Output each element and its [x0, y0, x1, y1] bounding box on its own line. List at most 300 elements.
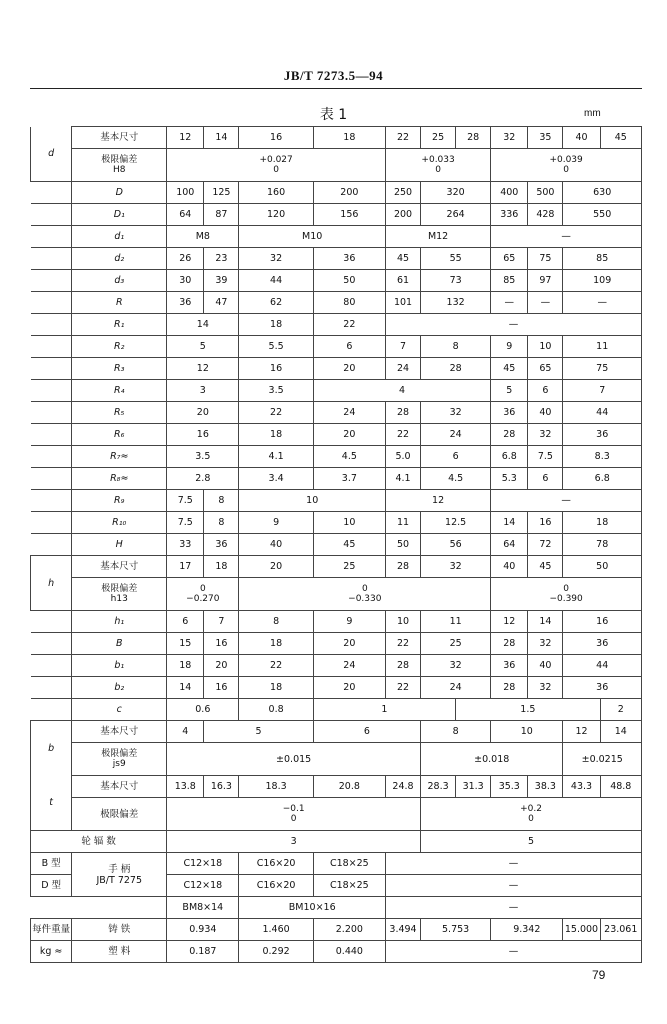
cell: 65	[491, 248, 528, 270]
cell: 4.1	[239, 446, 313, 468]
cell: 3.5	[239, 380, 313, 402]
cell: 4.5	[421, 468, 491, 490]
table-row	[31, 182, 642, 204]
cell: 4.1	[385, 468, 420, 490]
cell: 36	[204, 534, 239, 556]
cell: C16×20	[239, 853, 313, 875]
cell: 400	[491, 182, 528, 204]
cell: 250	[385, 182, 420, 204]
cell: 0.292	[239, 941, 313, 963]
row-label: B 型	[31, 853, 72, 875]
cell: 16	[239, 127, 313, 149]
cell: 50	[563, 556, 642, 578]
cell: 24	[385, 358, 420, 380]
row-label: kg ≈	[31, 941, 72, 963]
cell: 75	[528, 248, 563, 270]
cell: 8	[204, 490, 239, 512]
cell: C12×18	[167, 875, 239, 897]
cell: 156	[313, 204, 385, 226]
row-label: R₁	[72, 314, 167, 336]
cell: BM10×16	[239, 897, 386, 919]
table-row	[31, 556, 642, 578]
cell: 40	[239, 534, 313, 556]
row-label: R₅	[72, 402, 167, 424]
cell: 28	[491, 633, 528, 655]
cell: 28	[385, 556, 420, 578]
table-row	[31, 853, 642, 875]
row-label: 极限偏差 h13	[72, 578, 167, 611]
cell: 5	[491, 380, 528, 402]
group-label-d: d	[31, 127, 72, 182]
table-row	[31, 424, 642, 446]
cell: 16	[239, 358, 313, 380]
cell: 14	[528, 611, 563, 633]
cell: 4.5	[313, 446, 385, 468]
cell: 61	[385, 270, 420, 292]
cell: 320	[421, 182, 491, 204]
table-row	[31, 798, 642, 831]
cell: 5.5	[239, 336, 313, 358]
cell: 5.753	[421, 919, 491, 941]
cell: 45	[528, 556, 563, 578]
cell: 0 −0.270	[167, 578, 239, 611]
table-row	[31, 699, 642, 721]
cell: —	[385, 897, 641, 919]
row-label: 基本尺寸	[72, 721, 167, 743]
cell: 80	[313, 292, 385, 314]
cell: 2	[600, 699, 641, 721]
cell: 56	[421, 534, 491, 556]
row-label: R	[72, 292, 167, 314]
cell: 32	[528, 424, 563, 446]
cell: 50	[385, 534, 420, 556]
cell: 9	[491, 336, 528, 358]
cell: 12.5	[421, 512, 491, 534]
cell: 1	[313, 699, 455, 721]
cell: 36	[491, 655, 528, 677]
cell: 44	[239, 270, 313, 292]
cell: 38.3	[528, 776, 563, 798]
cell: 20	[239, 556, 313, 578]
cell: 32	[421, 655, 491, 677]
cell: 40	[528, 402, 563, 424]
cell: 18	[239, 424, 313, 446]
cell: 3.4	[239, 468, 313, 490]
cell: 8	[239, 611, 313, 633]
cell: 18.3	[239, 776, 313, 798]
cell: 25	[313, 556, 385, 578]
cell: 18	[239, 314, 313, 336]
cell: —	[491, 490, 642, 512]
cell: 36	[563, 677, 642, 699]
row-label: R₄	[72, 380, 167, 402]
cell: —	[491, 226, 642, 248]
cell: —	[563, 292, 642, 314]
cell: 101	[385, 292, 420, 314]
cell: 17	[167, 556, 204, 578]
cell: 8.3	[563, 446, 642, 468]
row-label: R₂	[72, 336, 167, 358]
cell: 12	[167, 358, 239, 380]
cell: 14	[167, 314, 239, 336]
cell: +0.027 0	[167, 149, 386, 182]
table-row	[31, 941, 642, 963]
cell: 11	[421, 611, 491, 633]
cell: M8	[167, 226, 239, 248]
table-row	[31, 402, 642, 424]
cell: 78	[563, 534, 642, 556]
cell: 14	[167, 677, 204, 699]
cell: 62	[239, 292, 313, 314]
cell: 25	[421, 633, 491, 655]
row-label: B	[72, 633, 167, 655]
table-row	[31, 314, 642, 336]
cell: 75	[563, 358, 642, 380]
cell: 200	[313, 182, 385, 204]
cell: —	[385, 875, 641, 897]
cell: 8	[204, 512, 239, 534]
cell: 48.8	[600, 776, 641, 798]
row-label: d₁	[72, 226, 167, 248]
table-row	[31, 248, 642, 270]
row-label: 极限偏差 js9	[72, 743, 167, 776]
cell: 85	[563, 248, 642, 270]
cell: 85	[491, 270, 528, 292]
cell: 40	[491, 556, 528, 578]
cell: ±0.0215	[563, 743, 642, 776]
cell: 125	[204, 182, 239, 204]
row-label: H	[72, 534, 167, 556]
cell: 10	[491, 721, 563, 743]
cell: 18	[167, 655, 204, 677]
cell: 24	[421, 677, 491, 699]
cell: 5	[421, 831, 642, 853]
cell: 28	[456, 127, 491, 149]
cell: 3	[167, 831, 421, 853]
cell: 87	[204, 204, 239, 226]
cell: 65	[528, 358, 563, 380]
row-label: 每件重量	[31, 919, 72, 941]
cell: 45	[385, 248, 420, 270]
cell: 6	[421, 446, 491, 468]
cell: 109	[563, 270, 642, 292]
cell: 24	[421, 424, 491, 446]
row-label: d₂	[72, 248, 167, 270]
cell: 18	[563, 512, 642, 534]
cell: 24	[313, 402, 385, 424]
cell: 11	[385, 512, 420, 534]
table-row	[31, 655, 642, 677]
table-row	[31, 226, 642, 248]
cell: 14	[491, 512, 528, 534]
cell: 22	[239, 402, 313, 424]
cell: C18×25	[313, 853, 385, 875]
row-label: b₁	[72, 655, 167, 677]
cell: 11	[563, 336, 642, 358]
table-row	[31, 677, 642, 699]
cell: 7.5	[167, 490, 204, 512]
cell: 0.440	[313, 941, 385, 963]
cell: 4	[167, 721, 204, 743]
cell: 30	[167, 270, 204, 292]
cell: 43.3	[563, 776, 600, 798]
row-label: R₈≈	[72, 468, 167, 490]
cell: −0.1 0	[167, 798, 421, 831]
table-row	[31, 446, 642, 468]
cell: 10	[528, 336, 563, 358]
cell: 3	[167, 380, 239, 402]
cell: 0 −0.390	[491, 578, 642, 611]
cell: 32	[528, 633, 563, 655]
cell: 28	[385, 402, 420, 424]
cell: 0.187	[167, 941, 239, 963]
cell: 428	[528, 204, 563, 226]
cell: 97	[528, 270, 563, 292]
cell: 4	[313, 380, 490, 402]
table-row	[31, 468, 642, 490]
cell: 28	[491, 677, 528, 699]
cell: 16	[204, 633, 239, 655]
cell: 33	[167, 534, 204, 556]
cell: 35.3	[491, 776, 528, 798]
cell: 24.8	[385, 776, 420, 798]
cell: 40	[528, 655, 563, 677]
table-row	[31, 490, 642, 512]
cell: 16	[204, 677, 239, 699]
cell: 12	[385, 490, 490, 512]
cell: 28	[385, 655, 420, 677]
cell: 20	[313, 633, 385, 655]
cell: 22	[239, 655, 313, 677]
cell: 18	[239, 633, 313, 655]
cell: +0.039 0	[491, 149, 642, 182]
cell: 3.7	[313, 468, 385, 490]
cell: 32	[239, 248, 313, 270]
row-label: 铸 铁	[72, 919, 167, 941]
cell: 32	[528, 677, 563, 699]
cell: 32	[491, 127, 528, 149]
cell: 36	[491, 402, 528, 424]
cell: 12	[563, 721, 600, 743]
cell: 9	[239, 512, 313, 534]
cell: 15.000	[563, 919, 600, 941]
table-row	[31, 897, 642, 919]
cell: 16.3	[204, 776, 239, 798]
cell: 40	[563, 127, 600, 149]
row-label: 轮 辐 数	[31, 831, 167, 853]
cell: 22	[385, 424, 420, 446]
cell: 16	[563, 611, 642, 633]
cell: 13.8	[167, 776, 204, 798]
cell: 23	[204, 248, 239, 270]
table-row	[31, 633, 642, 655]
cell: 20	[313, 677, 385, 699]
cell: 36	[167, 292, 204, 314]
cell: 10	[239, 490, 386, 512]
cell: 35	[528, 127, 563, 149]
cell: 6	[167, 611, 204, 633]
row-label: h₁	[72, 611, 167, 633]
cell: —	[385, 314, 641, 336]
cell: 160	[239, 182, 313, 204]
cell: 16	[528, 512, 563, 534]
cell: 0 −0.330	[239, 578, 491, 611]
cell: ±0.015	[167, 743, 421, 776]
cell: 5	[204, 721, 313, 743]
cell: 14	[600, 721, 641, 743]
cell: 20	[167, 402, 239, 424]
cell: 0.934	[167, 919, 239, 941]
row-label: 基本尺寸	[72, 127, 167, 149]
row-label: 极限偏差 H8	[72, 149, 167, 182]
cell: 2.8	[167, 468, 239, 490]
cell: 100	[167, 182, 204, 204]
cell: 200	[385, 204, 420, 226]
row-label: R₃	[72, 358, 167, 380]
row-label: b₂	[72, 677, 167, 699]
table-row	[31, 721, 642, 743]
cell: 500	[528, 182, 563, 204]
cell: 28.3	[421, 776, 456, 798]
table-row	[31, 776, 642, 798]
cell: 23.061	[600, 919, 641, 941]
cell: —	[385, 941, 641, 963]
unit-label: mm	[584, 108, 601, 119]
cell: —	[491, 292, 528, 314]
cell: 264	[421, 204, 491, 226]
cell: 20.8	[313, 776, 385, 798]
cell: 336	[491, 204, 528, 226]
cell: 3.5	[167, 446, 239, 468]
page-number: 79	[592, 968, 606, 982]
cell: M10	[239, 226, 386, 248]
cell: 120	[239, 204, 313, 226]
row-label: D₁	[72, 204, 167, 226]
cell: 28	[421, 358, 491, 380]
cell: 44	[563, 402, 642, 424]
cell: 10	[313, 512, 385, 534]
cell: 10	[385, 611, 420, 633]
cell: 5.3	[491, 468, 528, 490]
table-row	[31, 743, 642, 776]
cell: 7	[385, 336, 420, 358]
cell: 22	[385, 127, 420, 149]
cell: 0.8	[239, 699, 313, 721]
row-label: 基本尺寸	[72, 776, 167, 798]
cell: 20	[313, 358, 385, 380]
table-row	[31, 919, 642, 941]
cell: 45	[491, 358, 528, 380]
row-label: R₆	[72, 424, 167, 446]
cell: 12	[491, 611, 528, 633]
group-label-b: b	[31, 721, 72, 776]
row-label: D	[72, 182, 167, 204]
header-rule	[30, 88, 642, 89]
cell: —	[385, 853, 641, 875]
cell: —	[528, 292, 563, 314]
cell: 15	[167, 633, 204, 655]
row-label: 塑 料	[72, 941, 167, 963]
cell: C16×20	[239, 875, 313, 897]
row-label: D 型	[31, 875, 72, 897]
document-header: JB/T 7273.5—94	[283, 68, 384, 83]
table-caption: 表 1	[319, 107, 348, 123]
cell: 6	[313, 721, 420, 743]
cell: 18	[313, 127, 385, 149]
cell: 550	[563, 204, 642, 226]
table-row	[31, 578, 642, 611]
cell: 45	[600, 127, 641, 149]
cell: 50	[313, 270, 385, 292]
cell: 8	[421, 336, 491, 358]
cell: 7.5	[528, 446, 563, 468]
cell: 0.6	[167, 699, 239, 721]
row-label: 手 柄 JB/T 7275	[72, 853, 167, 897]
cell: 36	[563, 633, 642, 655]
cell: 45	[313, 534, 385, 556]
cell: C18×25	[313, 875, 385, 897]
cell: 8	[421, 721, 491, 743]
cell: 18	[239, 677, 313, 699]
cell: 6	[313, 336, 385, 358]
cell: 6.8	[563, 468, 642, 490]
cell: 32	[421, 402, 491, 424]
table-row	[31, 380, 642, 402]
row-label: R₉	[72, 490, 167, 512]
row-label: R₇≈	[72, 446, 167, 468]
cell: 28	[491, 424, 528, 446]
cell: 6.8	[491, 446, 528, 468]
cell: 9	[313, 611, 385, 633]
cell: 9.342	[491, 919, 563, 941]
table-row	[31, 831, 642, 853]
cell: 31.3	[456, 776, 491, 798]
group-label-t: t	[31, 776, 72, 831]
row-label: R₁₀	[72, 512, 167, 534]
table-row	[31, 270, 642, 292]
cell: 22	[385, 677, 420, 699]
dimension-table	[30, 126, 642, 963]
row-label: 基本尺寸	[72, 556, 167, 578]
cell: 1.460	[239, 919, 313, 941]
table-row	[31, 534, 642, 556]
table-row	[31, 127, 642, 149]
row-label: c	[72, 699, 167, 721]
table-row	[31, 204, 642, 226]
table-row	[31, 336, 642, 358]
cell: 72	[528, 534, 563, 556]
cell: C12×18	[167, 853, 239, 875]
cell: M12	[385, 226, 490, 248]
table-row	[31, 512, 642, 534]
row-label: 极限偏差	[72, 798, 167, 831]
cell: 3.494	[385, 919, 420, 941]
cell: 14	[204, 127, 239, 149]
cell: 6	[528, 468, 563, 490]
cell: 7.5	[167, 512, 204, 534]
cell: 64	[491, 534, 528, 556]
table-row	[31, 358, 642, 380]
cell: 1.5	[456, 699, 600, 721]
cell: 32	[421, 556, 491, 578]
cell: 132	[421, 292, 491, 314]
cell: 39	[204, 270, 239, 292]
cell: 73	[421, 270, 491, 292]
cell: 36	[563, 424, 642, 446]
cell: 55	[421, 248, 491, 270]
cell: 16	[167, 424, 239, 446]
cell: BM8×14	[167, 897, 239, 919]
